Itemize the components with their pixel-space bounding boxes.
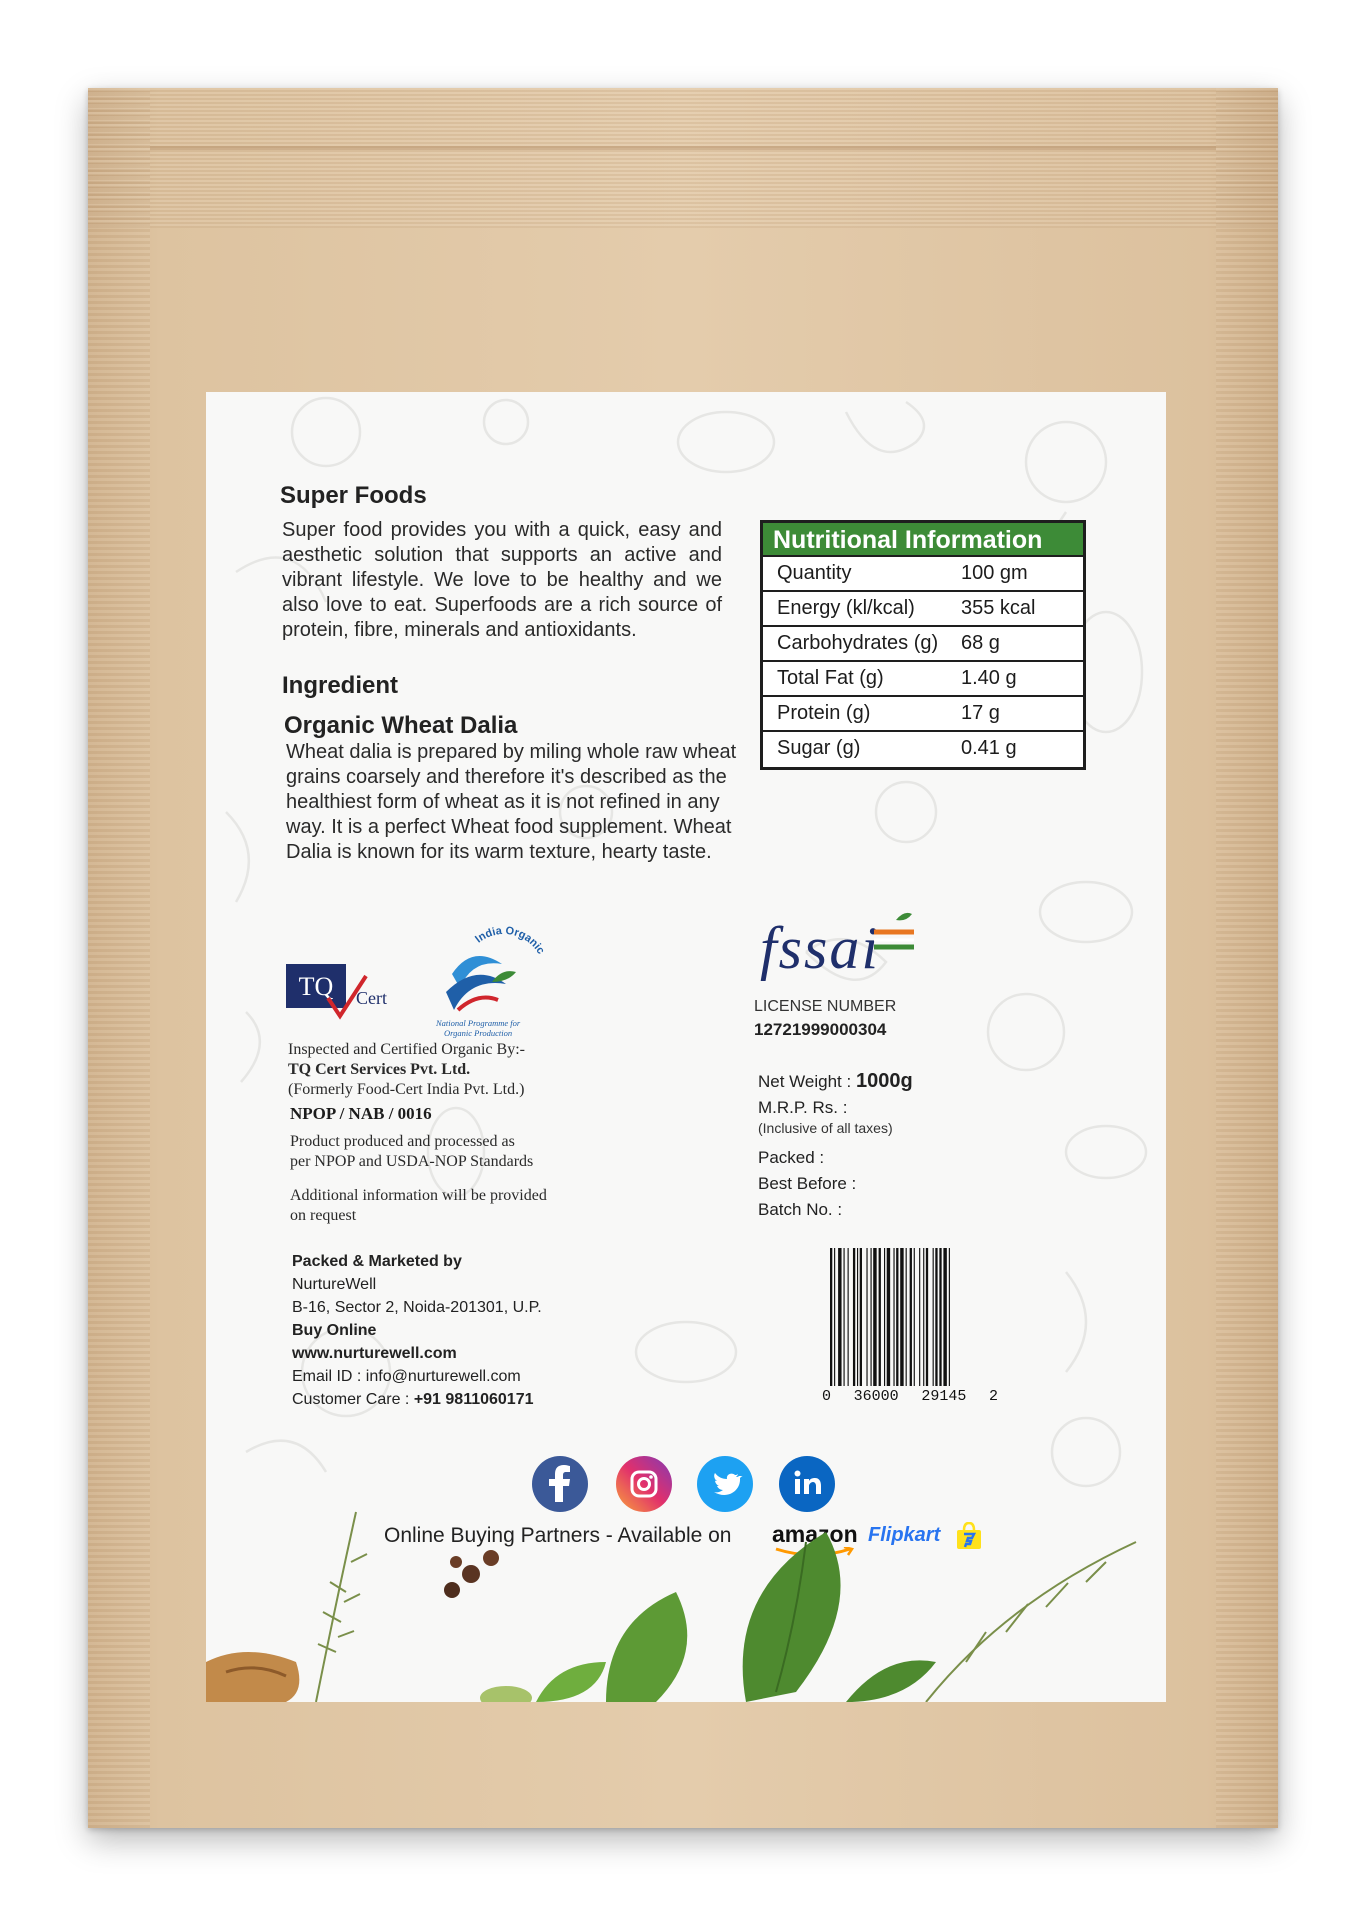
amazon-logo[interactable]: amazon: [772, 1521, 858, 1547]
nutrition-label: Energy (kl/kcal): [777, 597, 915, 619]
nutrition-row: [763, 557, 1083, 592]
email-text: Email ID : info@nurturewell.com: [292, 1368, 521, 1385]
cert-company: TQ Cert Services Pvt. Ltd.: [288, 1061, 471, 1078]
customer-care-number: +91 9811060171: [413, 1391, 534, 1408]
back-label: [206, 392, 1166, 1702]
barcode-digit-group: 0: [822, 1388, 832, 1405]
pouch-zip-seal: [150, 146, 1216, 150]
net-weight-value: 1000g: [855, 1070, 913, 1092]
batch-label: Batch No. :: [758, 1200, 843, 1219]
nutrition-label: Carbohydrates (g): [777, 632, 939, 654]
nutrition-value: 0.41 g: [961, 737, 1017, 759]
india-organic-logo: [434, 914, 564, 1038]
cert-line: Inspected and Certified Organic By:-: [288, 1041, 525, 1058]
certification-block: [288, 1040, 525, 1100]
website-link[interactable]: www.nurturewell.com: [292, 1345, 457, 1362]
standards-line: Product produced and processed as: [290, 1133, 515, 1150]
pouch-left-seam: [88, 88, 150, 1828]
ingredient-heading: Ingredient: [282, 672, 399, 699]
mrp-label: M.R.P. Rs. :: [758, 1098, 848, 1117]
herbs-illustration: [206, 1502, 1166, 1702]
packer-details: [292, 1250, 542, 1411]
customer-care: [292, 1388, 542, 1411]
buy-online-label: Buy Online: [292, 1322, 377, 1339]
fssai-logo-text: fssai: [760, 915, 881, 981]
pouch-right-seam: [1216, 88, 1278, 1828]
nutrition-row: [763, 697, 1083, 732]
nutrition-label: Total Fat (g): [777, 667, 884, 689]
nutrition-table: [760, 520, 1086, 770]
packed-label: Packed :: [758, 1148, 825, 1167]
ingredient-name: Organic Wheat Dalia: [284, 712, 518, 739]
license-label: LICENSE NUMBER: [754, 998, 897, 1015]
tq-logo-sub: Cert: [356, 988, 387, 1008]
nutrition-label: Quantity: [777, 562, 852, 584]
india-organic-caption-2: Organic Production: [444, 1028, 513, 1038]
packer-label: Packed & Marketed by: [292, 1253, 462, 1270]
india-organic-caption-1: National Programme for: [436, 1018, 521, 1028]
standards-line: per NPOP and USDA-NOP Standards: [290, 1153, 534, 1170]
flipkart-logo[interactable]: Flipkart: [868, 1524, 941, 1546]
barcode-digit-group: 29145: [921, 1388, 967, 1405]
barcode-digit-group: 2: [988, 1388, 998, 1405]
nutrition-label: Protein (g): [777, 702, 871, 724]
nutrition-label: Sugar (g): [777, 737, 861, 759]
nutrition-row: [763, 732, 1083, 767]
best-before-label: Best Before :: [758, 1174, 857, 1193]
packer-address: B-16, Sector 2, Noida-201301, U.P.: [292, 1299, 542, 1316]
nutrition-table-title: Nutritional Information: [763, 523, 1083, 557]
tq-cert-logo: [286, 962, 406, 1022]
ingredient-text: Wheat dalia is prepared by miling whole raw wheat grains coarsely and therefore it's described as the healthiest form of wheat as it is not refined in any way. It is a perfect Wheat food supplement. Wheat Dalia is known for its warm texture, hearty taste.: [286, 741, 737, 863]
packer-name: NurtureWell: [292, 1276, 377, 1293]
super-foods-text: Super food provides you with a quick, easy and aesthetic solution that supports an active and vibrant lifestyle. We love to be healthy and we also love to eat. Superfoods are a rich source of protein, fibre, minerals and antioxidants.: [282, 519, 722, 641]
additional-line: on request: [290, 1207, 357, 1224]
additional-info-text: [290, 1186, 547, 1226]
cert-line: (Formerly Food-Cert India Pvt. Ltd.): [288, 1081, 525, 1098]
barcode-digits: [822, 1388, 998, 1405]
barcode-digit-group: 36000: [853, 1388, 899, 1405]
nutrition-row: [763, 662, 1083, 697]
nutrition-value: 100 gm: [961, 562, 1028, 584]
nutrition-value: 17 g: [961, 702, 1000, 724]
tq-logo-text: TQ: [298, 972, 334, 1001]
super-foods-heading: Super Foods: [280, 482, 427, 509]
barcode: [830, 1248, 982, 1400]
nutrition-value: 1.40 g: [961, 667, 1017, 689]
net-weight-label: Net Weight :: [758, 1072, 856, 1091]
additional-line: Additional information will be provided: [290, 1187, 547, 1204]
npop-code: NPOP / NAB / 0016: [290, 1104, 432, 1123]
nutrition-value: 355 kcal: [961, 597, 1036, 619]
customer-care-label: Customer Care :: [292, 1391, 414, 1408]
standards-text: [290, 1132, 533, 1172]
nutrition-value: 68 g: [961, 632, 1000, 654]
buying-partners-text: Online Buying Partners - Available on: [384, 1524, 732, 1547]
svg-text:India Organic: [473, 925, 547, 957]
fssai-logo: [756, 910, 936, 982]
net-weight: [758, 1070, 913, 1093]
nutrition-row: [763, 627, 1083, 662]
nutrition-row: [763, 592, 1083, 627]
india-organic-arc-text: India Organic: [473, 924, 547, 957]
mrp-note: (Inclusive of all taxes): [758, 1120, 893, 1136]
license-number: 12721999000304: [754, 1020, 887, 1039]
